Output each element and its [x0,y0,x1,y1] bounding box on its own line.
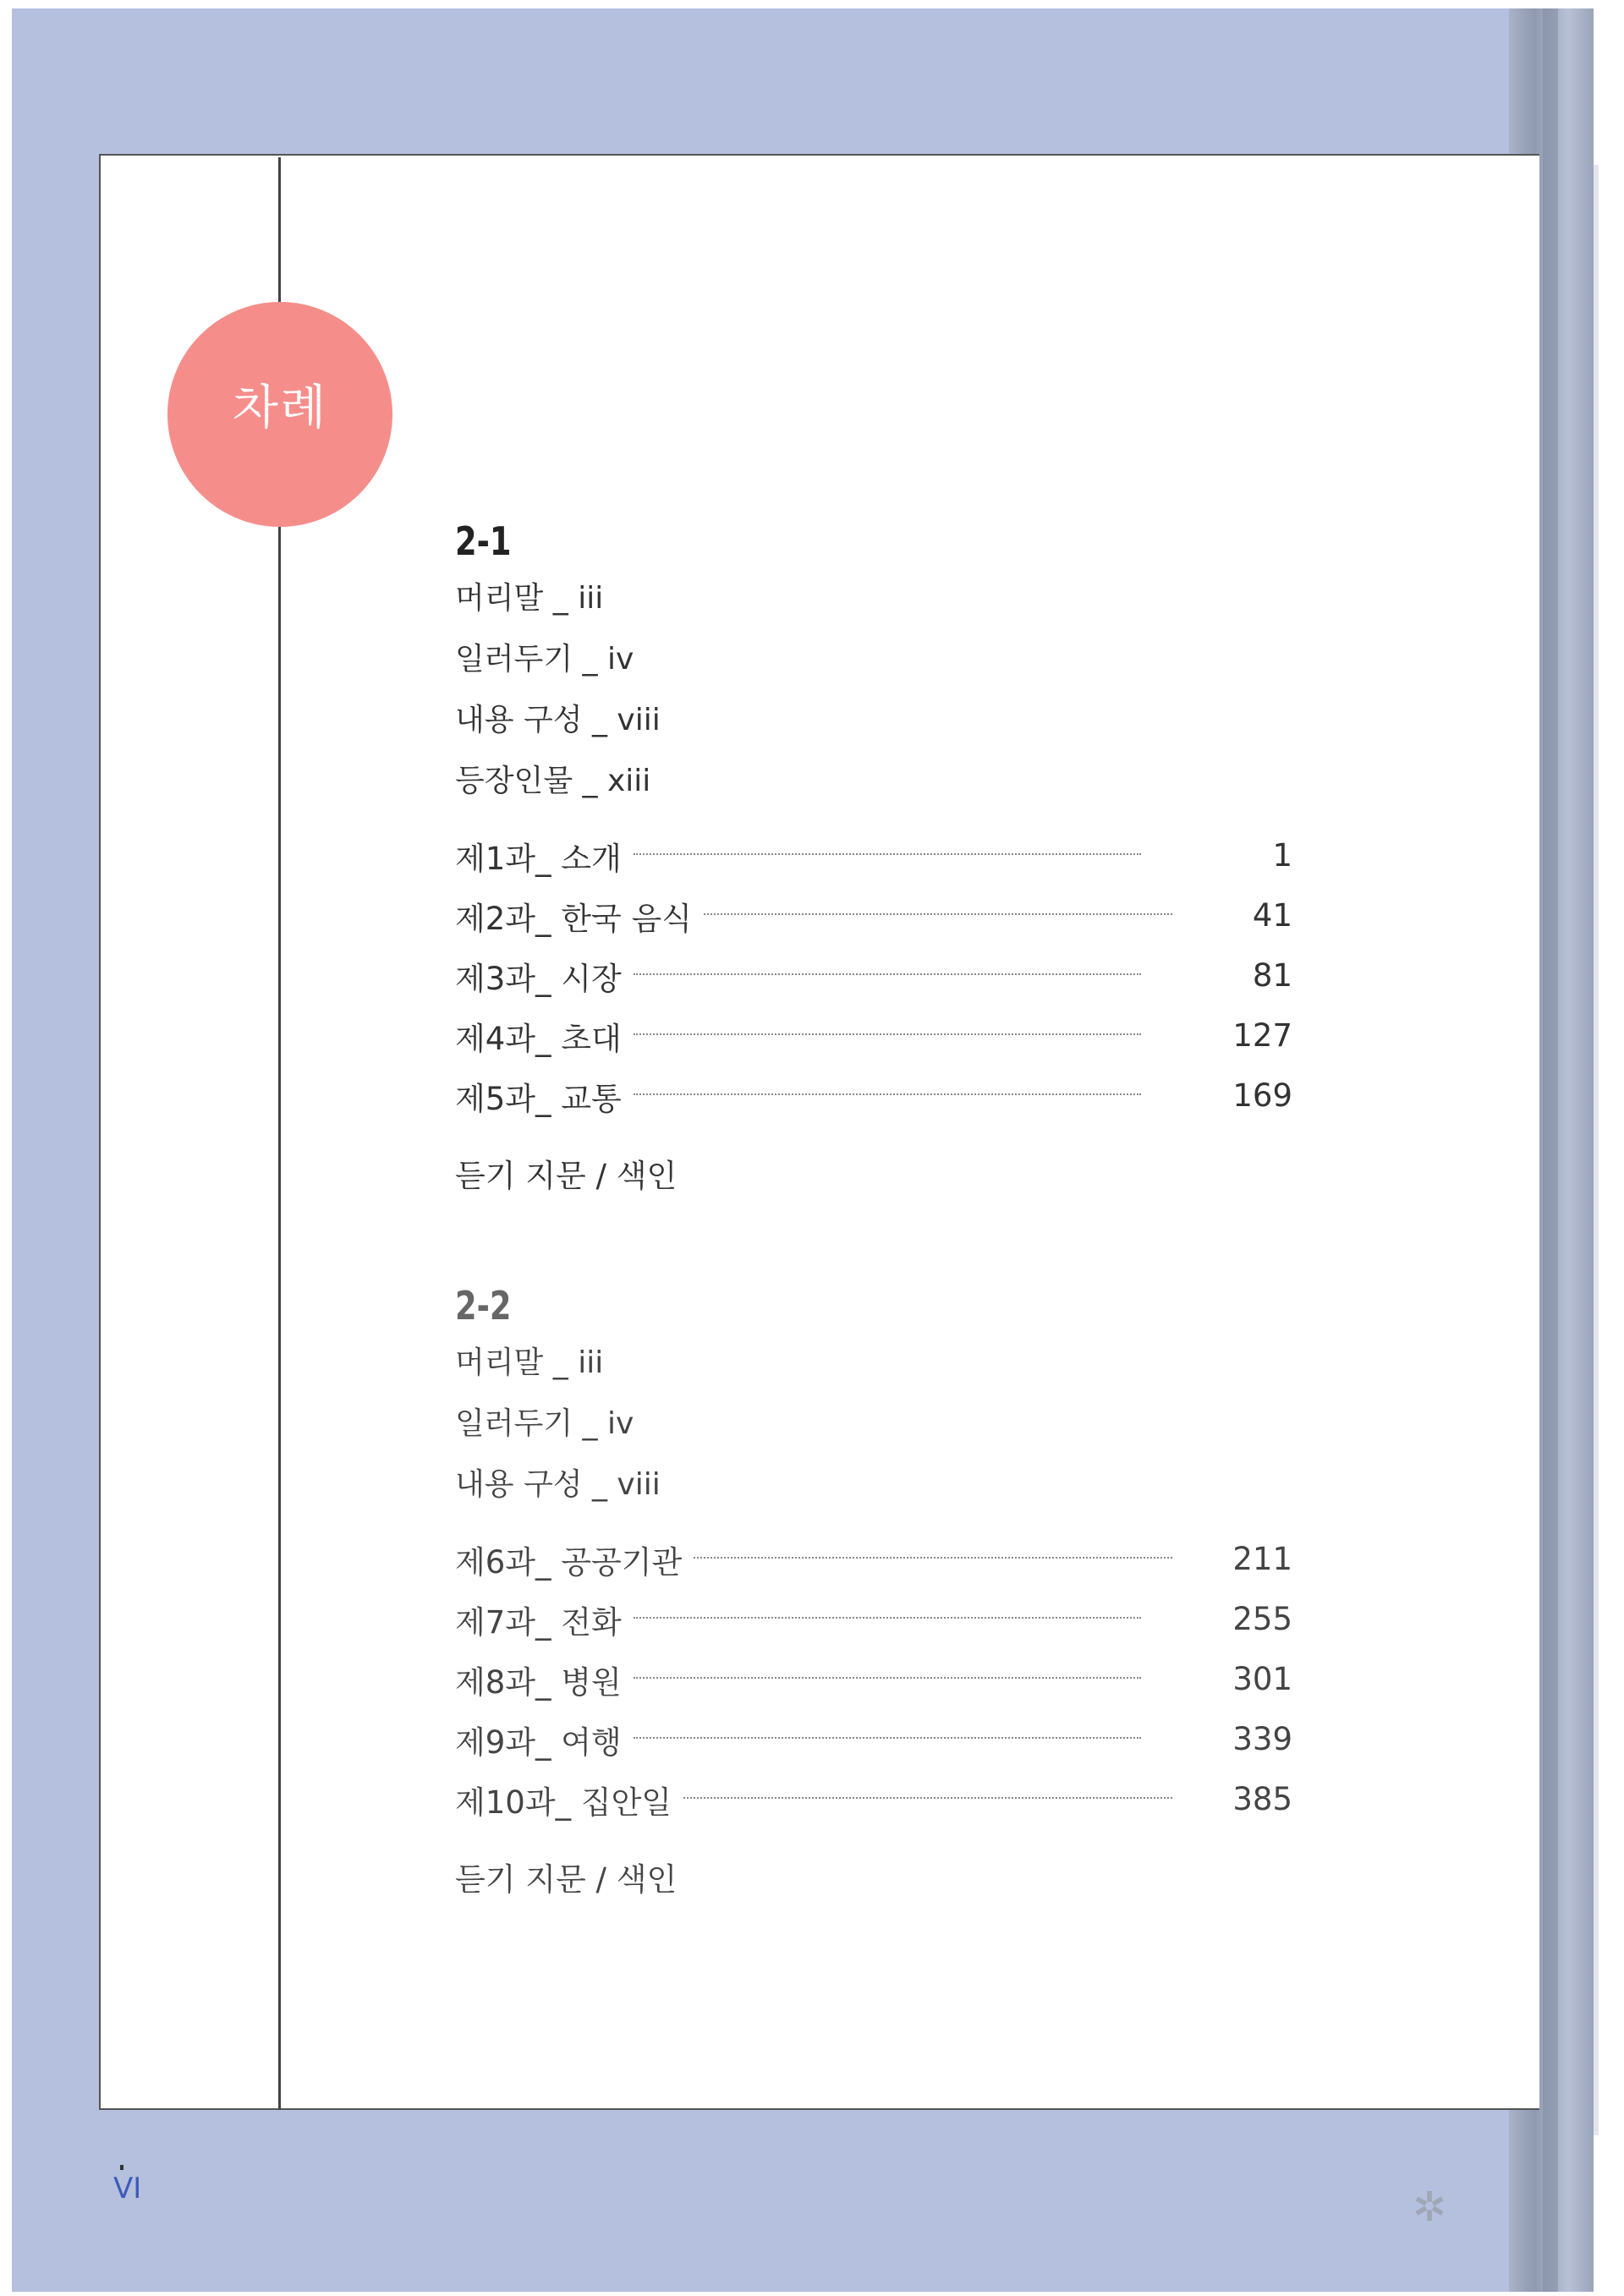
lesson-entry[interactable] [455,1769,1292,1829]
front-item-structure[interactable]: 내용 구성 _ viii [455,703,661,737]
lesson-name: 제2과_ 한국 음식 [455,900,693,937]
lesson-page: 81 [1252,957,1292,994]
dot-leader [634,1737,1141,1739]
lesson-entry[interactable] [455,1529,1292,1589]
section-title: 2-1 [455,518,512,564]
lesson-name: 제10과_ 집안일 [455,1784,672,1821]
lesson-name: 제1과_ 소개 [455,840,622,877]
lesson-page: 169 [1232,1077,1292,1114]
lesson-page: 41 [1252,897,1292,934]
lesson-page: 301 [1232,1661,1292,1697]
lesson-page: 211 [1232,1541,1292,1577]
stamp-icon: ✲ [1412,2184,1447,2231]
lesson-entry[interactable] [455,1709,1292,1769]
toc-badge [167,302,392,527]
lesson-name: 제8과_ 병원 [455,1663,622,1701]
lesson-name: 제3과_ 시장 [455,960,622,997]
lesson-page: 1 [1272,837,1292,874]
dot-leader [634,1617,1141,1619]
lesson-page: 127 [1232,1017,1292,1054]
page-number: VI [113,2172,142,2206]
lesson-entry[interactable] [455,945,1292,1006]
dot-leader [634,1677,1141,1679]
front-item-notes[interactable]: 일러두기 _ iv [455,642,634,677]
front-item-structure[interactable]: 내용 구성 _ viii [455,1467,661,1502]
dot-leader [694,1557,1172,1559]
footer-item-listening-index[interactable]: 듣기 지문 / 색인 [455,1861,678,1898]
lesson-list [455,1529,1292,1829]
section-title: 2-2 [455,1283,512,1329]
front-item-characters[interactable]: 등장인물 _ xiii [455,764,651,798]
lesson-name: 제6과_ 공공기관 [455,1543,683,1581]
dot-leader [634,1033,1141,1035]
lesson-page: 385 [1232,1781,1292,1817]
front-item-preface[interactable]: 머리말 _ iii [455,581,604,616]
lesson-name: 제7과_ 전화 [455,1603,622,1641]
lesson-entry[interactable] [455,885,1292,945]
lesson-page: 255 [1232,1601,1292,1637]
section-2-1 [455,514,1292,1207]
dot-leader [683,1797,1172,1799]
lesson-name: 제9과_ 여행 [455,1723,622,1761]
front-item-preface[interactable]: 머리말 _ iii [455,1345,604,1380]
toc-badge-label: 차례 [232,381,328,436]
lesson-entry[interactable] [455,1589,1292,1649]
dot-leader [634,853,1141,855]
lesson-name: 제5과_ 교통 [455,1080,622,1117]
lesson-page: 339 [1232,1721,1292,1757]
dot-leader [704,913,1172,915]
lesson-entry[interactable] [455,825,1292,885]
lesson-list [455,825,1292,1126]
lesson-name: 제4과_ 초대 [455,1020,622,1057]
footer-item-listening-index[interactable]: 듣기 지문 / 색인 [455,1158,678,1194]
ink-speck [120,2165,123,2170]
dot-leader [634,1093,1141,1095]
lesson-entry[interactable] [455,1649,1292,1709]
section-2-2 [455,1279,1292,1910]
lesson-entry[interactable] [455,1006,1292,1066]
dot-leader [634,973,1141,975]
lesson-entry[interactable] [455,1066,1292,1126]
front-item-notes[interactable]: 일러두기 _ iv [455,1406,634,1441]
